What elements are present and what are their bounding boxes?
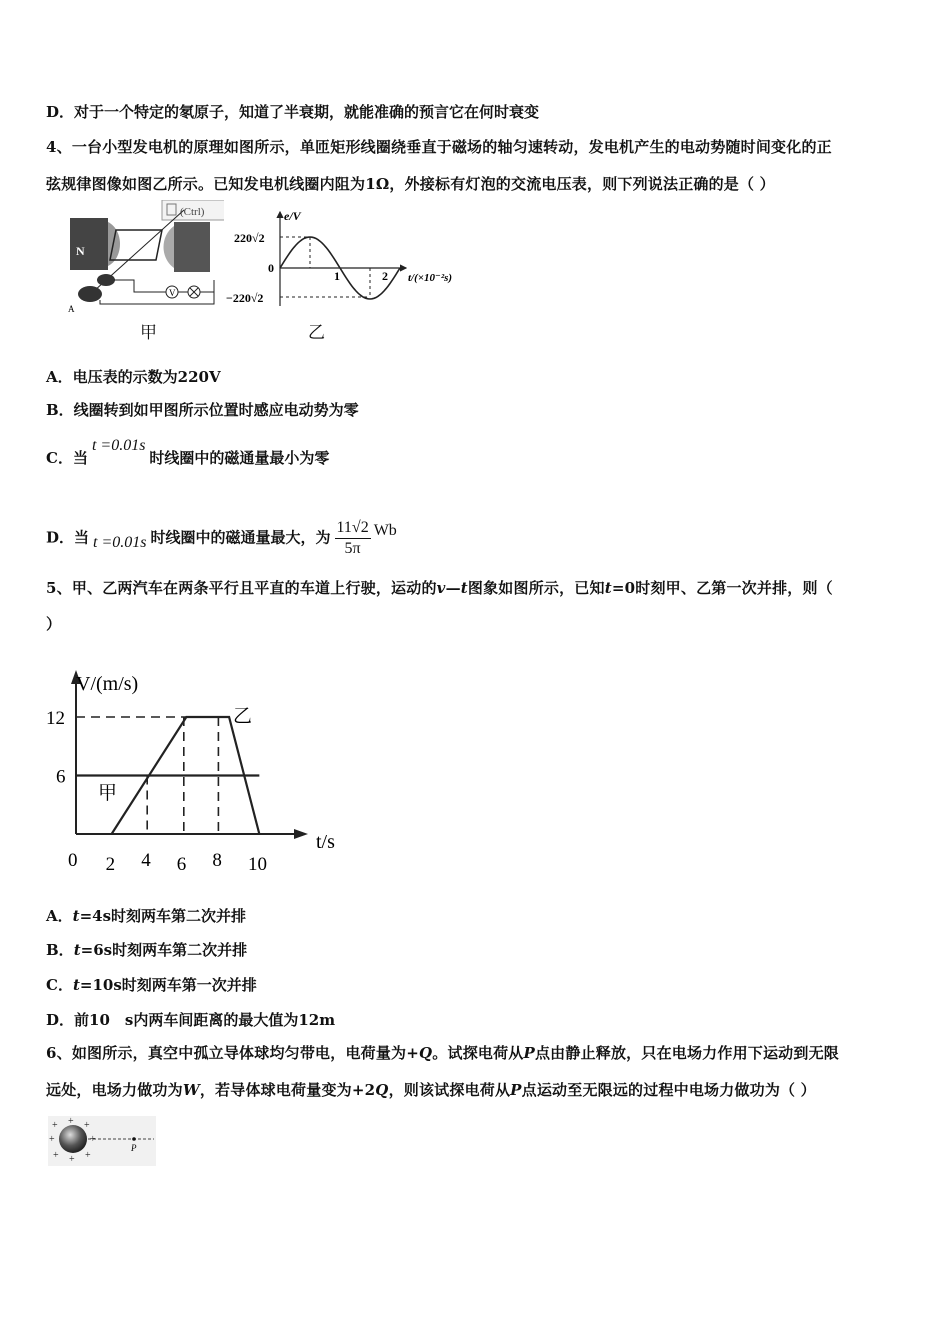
q5-stem-t2: t [604,579,612,597]
emf-tick-2: 2 [382,269,388,283]
q6-stem-part7: 点运动至无限远的过程中电场力做功为（ ） [521,1081,816,1099]
q5-stem-t: t [460,579,468,597]
vt-x-arrow [294,829,308,839]
label-a: A [68,304,75,314]
slip-ring-1 [97,274,115,286]
voltmeter-label: V [169,288,176,298]
q6-stem-line1 [46,1043,839,1063]
svg-text:+: + [69,1154,75,1165]
vt-label-yi: 乙 [233,706,253,727]
q5-option-b [46,940,247,960]
q4-option-c-suffix: 时线圈中的磁通量最小为零 [149,449,330,467]
vt-x-label: t/s [316,831,335,853]
q5-option-b-t: t [73,941,81,959]
q5-stem-part3: =0时刻甲、乙第一次并排，则（ [611,579,833,597]
q4-option-c-prefix: C．当 [46,449,88,467]
vt-xtick-6: 6 [176,854,187,875]
q6-stem-line2 [46,1080,816,1100]
q4-option-d-fraction-denominator: 5π [344,540,361,557]
svg-text:+: + [53,1150,59,1161]
pole-n-label: N [76,244,85,258]
svg-text:+: + [49,1134,55,1145]
q5-stem-line2: ） [46,615,62,633]
q4-option-d-middle: 时线圈中的磁通量最大，为 [150,528,331,547]
point-p-label: P [131,1143,137,1153]
figure-yi-caption: 乙 [308,323,325,343]
q6-stem-part1: 6、如图所示，真空中孤立导体球均匀带电，电荷量为+ [46,1044,420,1062]
charged-sphere-figure [48,1116,156,1166]
emf-zero-label: 0 [268,261,274,275]
q5-option-b-text: =6s时刻两车第二次并排 [80,941,248,959]
vt-graph [40,664,360,884]
svg-text:+: + [85,1150,91,1161]
svg-text:+: + [68,1116,74,1127]
vt-xtick-4: 4 [141,850,151,871]
q4-option-d-fraction [335,518,371,559]
q5-option-a-t: t [72,907,80,925]
vt-y-label: V/(m/s) [76,673,139,695]
q5-stem-dash: — [445,579,461,597]
q4-option-d-fraction-numerator: 11√2 [335,518,371,539]
q6-stem-part3: 点由静止释放，只在电场力作用下运动到无限 [534,1044,839,1062]
q5-stem-v: v [436,579,446,597]
q5-option-c-t: t [72,976,80,994]
q6-stem-part2: 。试探电荷从 [432,1044,524,1062]
q6-stem-part6: ，则该试探电荷从 [388,1081,511,1099]
emf-graph [226,206,486,316]
q5-option-a-text: =4s时刻两车第二次并排 [79,907,247,925]
q5-option-c-text: =10s时刻两车第一次并排 [79,976,257,994]
vt-label-jia: 甲 [98,783,118,804]
q4-option-c-math-text: t =0.01s [91,437,146,454]
vt-xtick-0: 0 [68,850,78,871]
magnet-s-curve [164,226,175,268]
q4-option-d-prefix: D．当 [46,528,90,547]
svg-text:+: + [52,1120,58,1131]
q4-option-c [46,437,330,469]
emf-ymin-label: −220√2 [226,291,264,305]
q4-stem-line1: 4、一台小型发电机的原理如图所示，单匝矩形线圈绕垂直于磁场的轴匀速转动，发电机产生的电动势随时间变化的正 [46,138,832,156]
q5-stem-part2: 图象如图所示，已知 [467,579,605,597]
paste-options-label: (Ctrl) [180,206,205,218]
q4-option-b: B．线圈转到如甲图所示位置时感应电动势为零 [46,401,359,419]
emf-tick-1: 1 [334,269,340,283]
emf-x-label: t/(×10⁻²s) [408,272,453,284]
vt-xtick-10: 10 [248,854,267,875]
q3-option-d: D．对于一个特定的氡原子，知道了半衰期，就能准确的预言它在何时衰变 [46,103,540,121]
svg-text:+: + [84,1120,90,1131]
slip-ring-2 [78,286,102,302]
q5-option-c [46,975,257,995]
conductor-sphere [59,1125,87,1153]
vt-xtick-2: 2 [105,854,116,875]
svg-text:+: + [90,1134,96,1145]
q6-stem-part4: 远处，电场力做功为 [46,1081,183,1099]
q6-stem-q2: Q [375,1081,389,1099]
figure-jia-caption: 甲 [140,323,157,343]
q6-stem-part5: ，若导体球电荷量变为+2 [199,1081,376,1099]
q4-option-d-math [93,534,146,551]
q6-stem-q: Q [419,1044,433,1062]
q6-stem-p2: P [510,1081,522,1099]
q4-option-a: A．电压表的示数为220V [46,368,221,386]
emf-ymax-label: 220√2 [234,231,265,245]
emf-y-label: e/V [284,209,301,223]
q6-stem-p: P [523,1044,535,1062]
vt-ytick-12: 12 [46,708,65,729]
point-p-dot [132,1137,136,1141]
q5-option-a-prefix: A． [46,907,73,925]
q4-stem-line2: 弦规律图像如图乙所示。已知发电机线圈内阻为1Ω，外接标有灯泡的交流电压表，则下列说法正确的是（ ） [46,175,775,193]
vt-ytick-6: 6 [56,766,66,788]
q6-stem-w: W [182,1081,200,1099]
q5-stem-line1 [46,578,833,598]
q5-stem-part1: 5、甲、乙两汽车在两条平行且平直的车道上行驶，运动的 [46,579,437,597]
q5-option-a [46,906,246,926]
q5-option-b-prefix: B． [46,941,74,959]
q4-option-d [46,518,397,559]
generator-figure [64,200,224,320]
q4-option-c-math [92,437,145,454]
vt-xtick-8: 8 [212,850,222,871]
q4-option-d-math-text: t =0.01s [93,533,147,551]
q4-option-d-unit: Wb [373,521,397,539]
q5-option-c-prefix: C． [46,976,73,994]
q5-option-d: D．前10 s内两车间距离的最大值为12m [46,1011,336,1029]
magnet-s-pole [174,222,210,272]
